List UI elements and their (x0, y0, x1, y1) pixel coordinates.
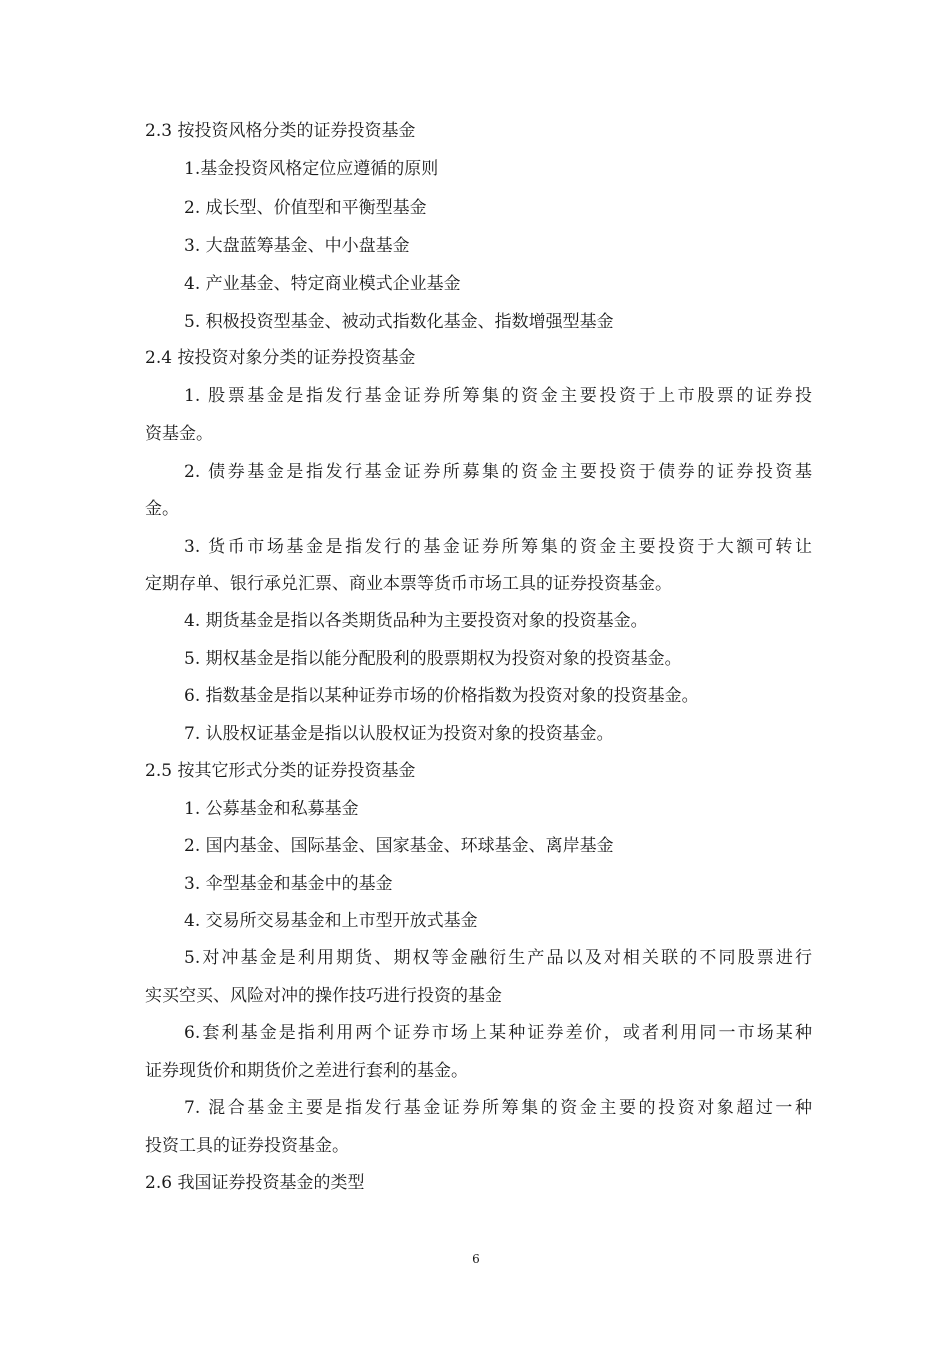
list-item: 4. 交易所交易基金和上市型开放式基金 (184, 911, 478, 931)
page-number: 6 (472, 1252, 480, 1266)
paragraph-line: 定期存单、银行承兑汇票、商业本票等货币市场工具的证券投资基金。 (145, 574, 672, 594)
section-heading-2-5: 2.5 按其它形式分类的证券投资基金 (145, 761, 416, 781)
list-item: 5. 期权基金是指以能分配股利的股票期权为投资对象的投资基金。 (184, 649, 682, 669)
section-heading-2-4: 2.4 按投资对象分类的证券投资基金 (145, 348, 416, 368)
list-item: 4. 期货基金是指以各类期货品种为主要投资对象的投资基金。 (184, 611, 648, 631)
paragraph-line: 金。 (145, 499, 179, 519)
list-item: 1.基金投资风格定位应遵循的原则 (184, 159, 439, 179)
paragraph-line: 3. 货币市场基金是指发行的基金证券所筹集的资金主要投资于大额可转让 (184, 537, 812, 557)
section-heading-2-3: 2.3 按投资风格分类的证券投资基金 (145, 121, 416, 141)
list-item: 2. 国内基金、国际基金、国家基金、环球基金、离岸基金 (184, 836, 614, 856)
list-item: 7. 认股权证基金是指以认股权证为投资对象的投资基金。 (184, 724, 614, 744)
list-item: 4. 产业基金、特定商业模式企业基金 (184, 274, 461, 294)
list-item: 3. 伞型基金和基金中的基金 (184, 874, 393, 894)
list-item: 2. 成长型、价值型和平衡型基金 (184, 198, 427, 218)
section-heading-2-6: 2.6 我国证券投资基金的类型 (145, 1173, 365, 1193)
list-item: 1. 公募基金和私募基金 (184, 799, 359, 819)
paragraph-line: 6.套利基金是指利用两个证券市场上某种证券差价，或者利用同一市场某种 (184, 1023, 812, 1043)
paragraph-line: 1. 股票基金是指发行基金证券所筹集的资金主要投资于上市股票的证券投 (184, 386, 812, 406)
list-item: 3. 大盘蓝筹基金、中小盘基金 (184, 236, 410, 256)
list-item: 5. 积极投资型基金、被动式指数化基金、指数增强型基金 (184, 312, 614, 332)
paragraph-line: 实买空买、风险对冲的操作技巧进行投资的基金 (145, 986, 502, 1006)
paragraph-line: 5.对冲基金是利用期货、期权等金融衍生产品以及对相关联的不同股票进行 (184, 948, 812, 968)
paragraph-line: 7. 混合基金主要是指发行基金证券所筹集的资金主要的投资对象超过一种 (184, 1098, 812, 1118)
paragraph-line: 证券现货价和期货价之差进行套利的基金。 (145, 1061, 468, 1081)
paragraph-line: 2. 债券基金是指发行基金证券所募集的资金主要投资于债券的证券投资基 (184, 462, 812, 482)
paragraph-line: 投资工具的证券投资基金。 (145, 1136, 349, 1156)
paragraph-line: 资基金。 (145, 424, 213, 444)
list-item: 6. 指数基金是指以某种证券市场的价格指数为投资对象的投资基金。 (184, 686, 699, 706)
